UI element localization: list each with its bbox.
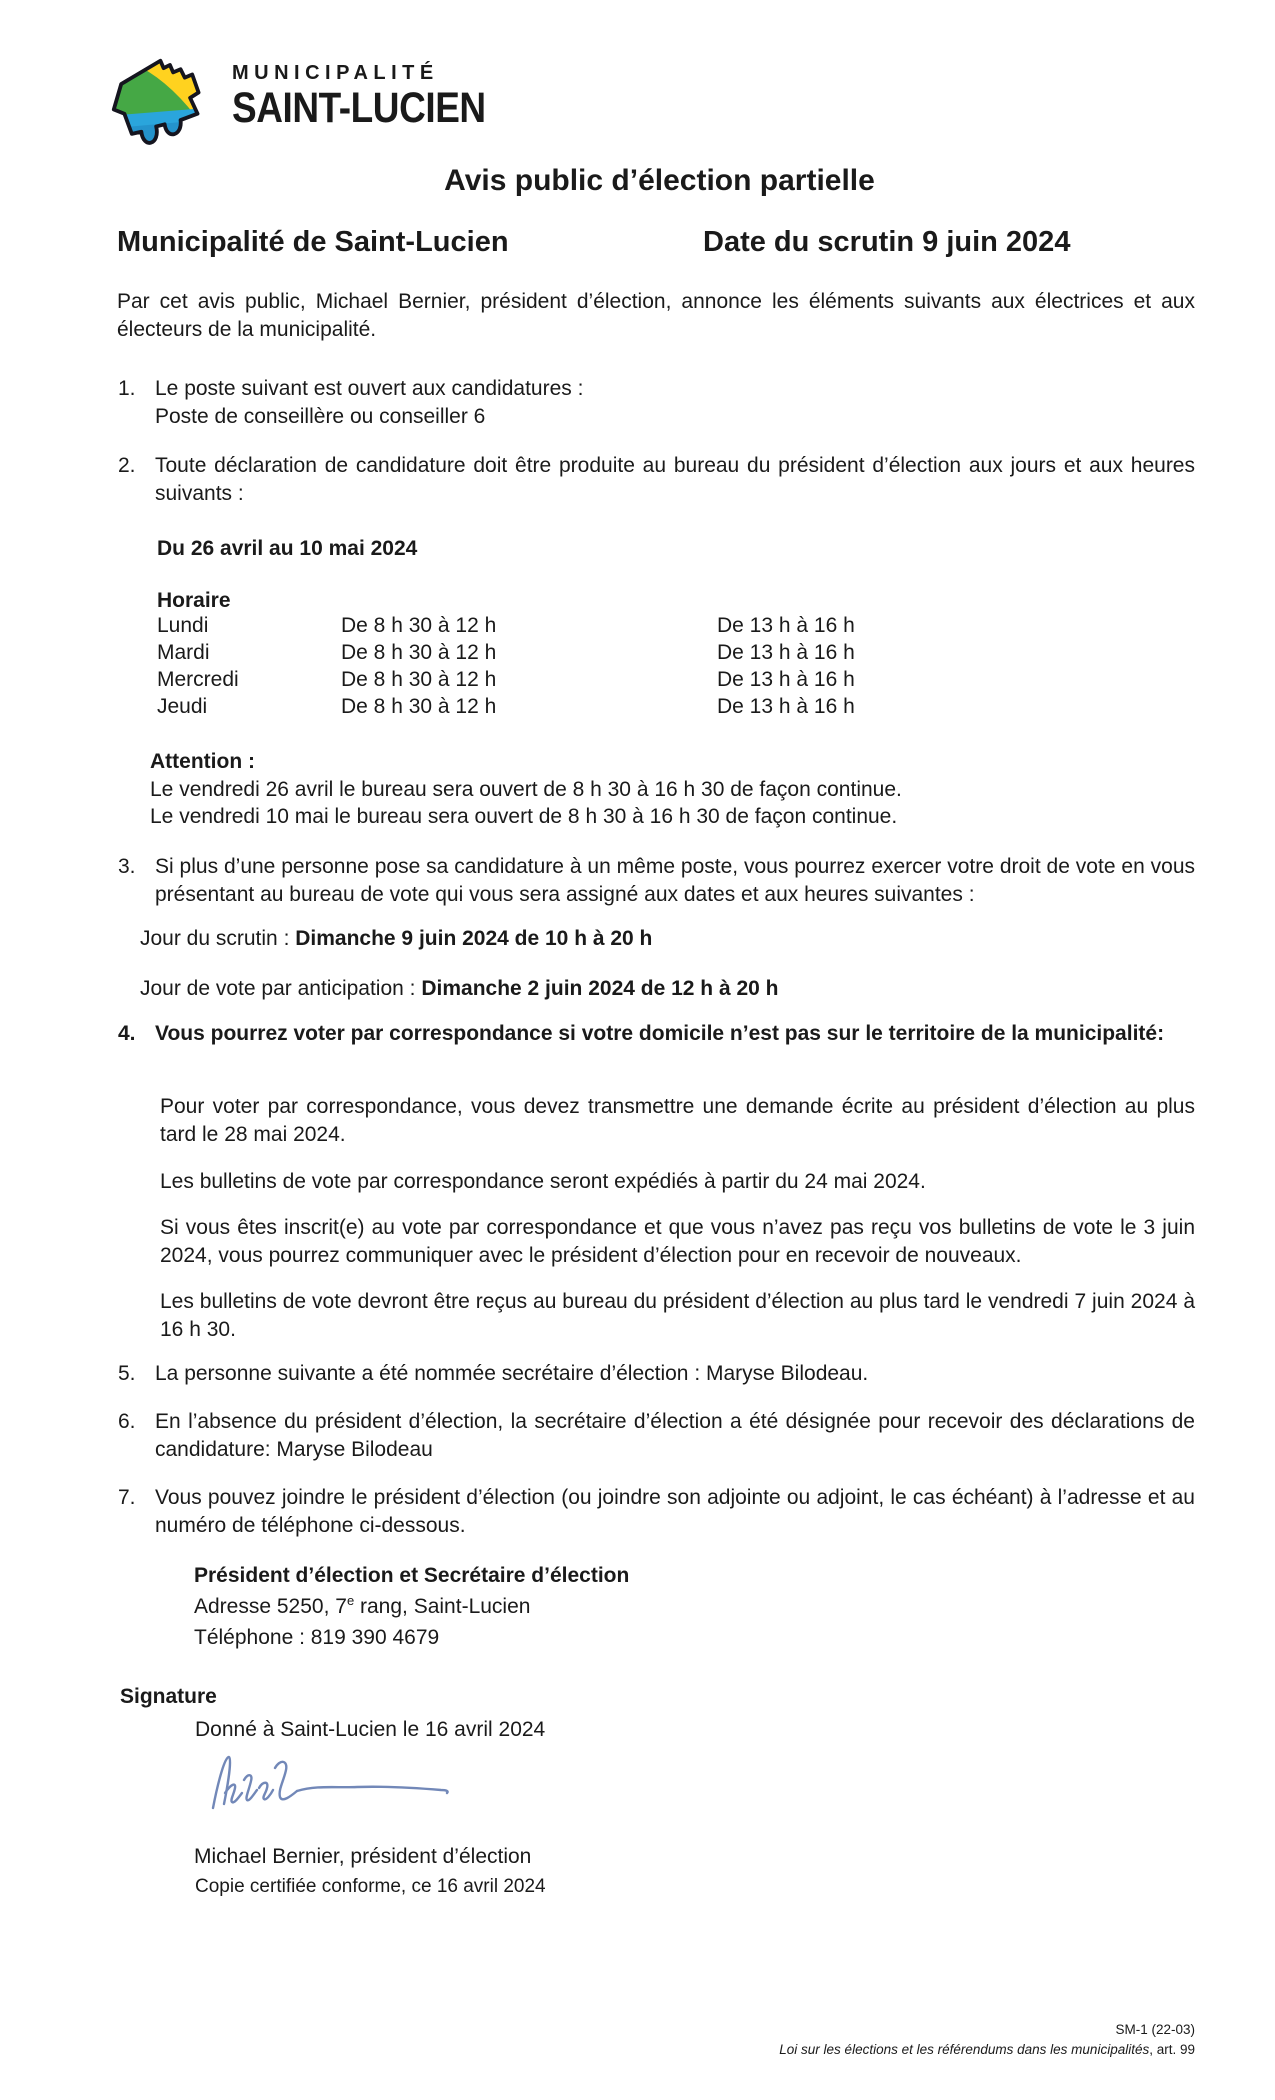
schedule-am: De 8 h 30 à 12 h	[341, 641, 497, 664]
list-number-6: 6.	[118, 1410, 136, 1433]
anticipation-day-label: Jour de vote par anticipation :	[140, 977, 422, 1000]
scrutin-day-line	[140, 925, 652, 953]
list-item-6	[117, 1408, 1195, 1464]
list-item-4	[117, 1020, 1195, 1048]
item2-text: Toute déclaration de candidature doit être produite au bureau du président d’élection aux jours et aux heures suivants :	[155, 454, 1195, 505]
contact-phone: Téléphone : 819 390 4679	[194, 1626, 440, 1649]
mail-vote-paragraph-4: Les bulletins de vote devront être reçus au bureau du président d’élection au plus tard le vendredi 7 juin 2024 à 16 h 30.	[160, 1290, 1195, 1341]
logo-municipalite-text: MUNICIPALITÉ	[232, 62, 439, 84]
scrutin-day-value: Dimanche 9 juin 2024 de 10 h à 20 h	[295, 927, 653, 950]
schedule-header: Horaire	[157, 589, 231, 612]
list-number-5: 5.	[118, 1362, 136, 1385]
schedule-table	[157, 612, 977, 720]
municipality-puzzle-icon	[98, 48, 208, 154]
schedule-am: De 8 h 30 à 12 h	[341, 668, 497, 691]
law-reference	[779, 2040, 1195, 2060]
schedule-pm: De 13 h à 16 h	[717, 668, 855, 691]
signature-label: Signature	[120, 1685, 217, 1708]
list-number-3: 3.	[118, 855, 136, 878]
attention-line-2: Le vendredi 10 mai le bureau sera ouvert de 8 h 30 à 16 h 30 de façon continue.	[150, 805, 898, 828]
list-number-7: 7.	[118, 1486, 136, 1509]
schedule-pm: De 13 h à 16 h	[717, 641, 855, 664]
signature-given-line: Donné à Saint-Lucien le 16 avril 2024	[195, 1718, 546, 1741]
form-footer	[779, 2020, 1195, 2060]
attention-title: Attention :	[150, 750, 255, 773]
list-number-2: 2.	[118, 454, 136, 477]
item7-text: Vous pouvez joindre le président d’élection (ou joindre son adjointe ou adjoint, le cas échéant) à l’adresse et au numéro de téléphone ci-dessous.	[155, 1486, 1195, 1537]
form-number: SM-1 (22-03)	[1115, 2022, 1195, 2037]
address-ordinal: e	[346, 1593, 355, 1608]
schedule-am: De 8 h 30 à 12 h	[341, 614, 497, 637]
schedule-am: De 8 h 30 à 12 h	[341, 695, 497, 718]
mail-vote-paragraph-2: Les bulletins de vote par correspondance seront expédiés à partir du 24 mai 2024.	[160, 1170, 926, 1193]
list-item-5	[117, 1360, 1195, 1388]
page-title: Avis public d’élection partielle	[444, 164, 875, 197]
schedule-day: Mercredi	[157, 668, 239, 691]
list-number-1: 1.	[118, 377, 136, 400]
address-post: rang, Saint-Lucien	[354, 1595, 531, 1618]
schedule-pm: De 13 h à 16 h	[717, 695, 855, 718]
scrutin-day-label: Jour du scrutin :	[140, 927, 296, 950]
logo-saint-lucien-text: SAINT-LUCIEN	[232, 84, 486, 132]
anticipation-day-line	[140, 975, 779, 1003]
intro-paragraph: Par cet avis public, Michael Bernier, président d’élection, annonce les éléments suivants aux électrices et aux électeurs de la municipalité.	[117, 290, 1195, 341]
attention-line-1: Le vendredi 26 avril le bureau sera ouvert de 8 h 30 à 16 h 30 de façon continue.	[150, 778, 902, 801]
certified-copy-line: Copie certifiée conforme, ce 16 avril 2024	[195, 1876, 546, 1897]
item3-text: Si plus d’une personne pose sa candidature à un même poste, vous pourrez exercer votre droit de vote en vous présentant au bureau de vote qui vous sera assigné aux dates et aux heures suivantes :	[155, 855, 1195, 906]
logo-wordmark	[232, 60, 527, 130]
list-item-1	[117, 375, 1195, 431]
schedule-pm: De 13 h à 16 h	[717, 614, 855, 637]
schedule-day: Lundi	[157, 614, 209, 637]
schedule-day: Mardi	[157, 641, 210, 664]
item1-line1: Le poste suivant est ouvert aux candidatures :	[155, 377, 584, 400]
item5-text: La personne suivante a été nommée secrétaire d’élection : Maryse Bilodeau.	[155, 1362, 869, 1385]
schedule-day: Jeudi	[157, 695, 208, 718]
handwritten-signature	[205, 1746, 455, 1818]
contact-address	[194, 1593, 530, 1621]
mail-vote-paragraph-1: Pour voter par correspondance, vous devez transmettre une demande écrite au président d’élection au plus tard le 28 mai 2024.	[160, 1095, 1195, 1146]
law-article: , art. 99	[1149, 2042, 1195, 2057]
item6-text: En l’absence du président d’élection, la secrétaire d’élection a été désignée pour recevoir des déclarations de candidature: Maryse Bilodeau	[155, 1410, 1195, 1461]
logo	[98, 46, 498, 156]
address-pre: Adresse 5250, 7	[194, 1595, 347, 1618]
attention-lines	[150, 776, 902, 830]
candidacy-period: Du 26 avril au 10 mai 2024	[157, 537, 418, 560]
municipality-heading: Municipalité de Saint-Lucien	[117, 226, 509, 258]
mail-vote-paragraph-3: Si vous êtes inscrit(e) au vote par correspondance et que vous n’avez pas reçu vos bulletins de vote le 3 juin 2024, vous pourrez communiquer avec le président d’élection pour en recevoir de nouveaux.	[160, 1216, 1195, 1267]
item1-line2: Poste de conseillère ou conseiller 6	[155, 405, 486, 428]
list-item-2	[117, 452, 1195, 508]
list-number-4: 4.	[118, 1022, 136, 1045]
anticipation-day-value: Dimanche 2 juin 2024 de 12 h à 20 h	[421, 977, 779, 1000]
list-item-3	[117, 853, 1195, 909]
scrutin-date-heading: Date du scrutin 9 juin 2024	[703, 226, 1071, 258]
signatory-name: Michael Bernier, président d’élection	[194, 1845, 532, 1868]
contact-title: Président d’élection et Secrétaire d’élection	[194, 1564, 630, 1587]
list-item-7	[117, 1484, 1195, 1540]
item4-text: Vous pourrez voter par correspondance si votre domicile n’est pas sur le territoire de la municipalité:	[155, 1022, 1165, 1045]
law-title: Loi sur les élections et les référendums dans les municipalités	[779, 2042, 1150, 2057]
